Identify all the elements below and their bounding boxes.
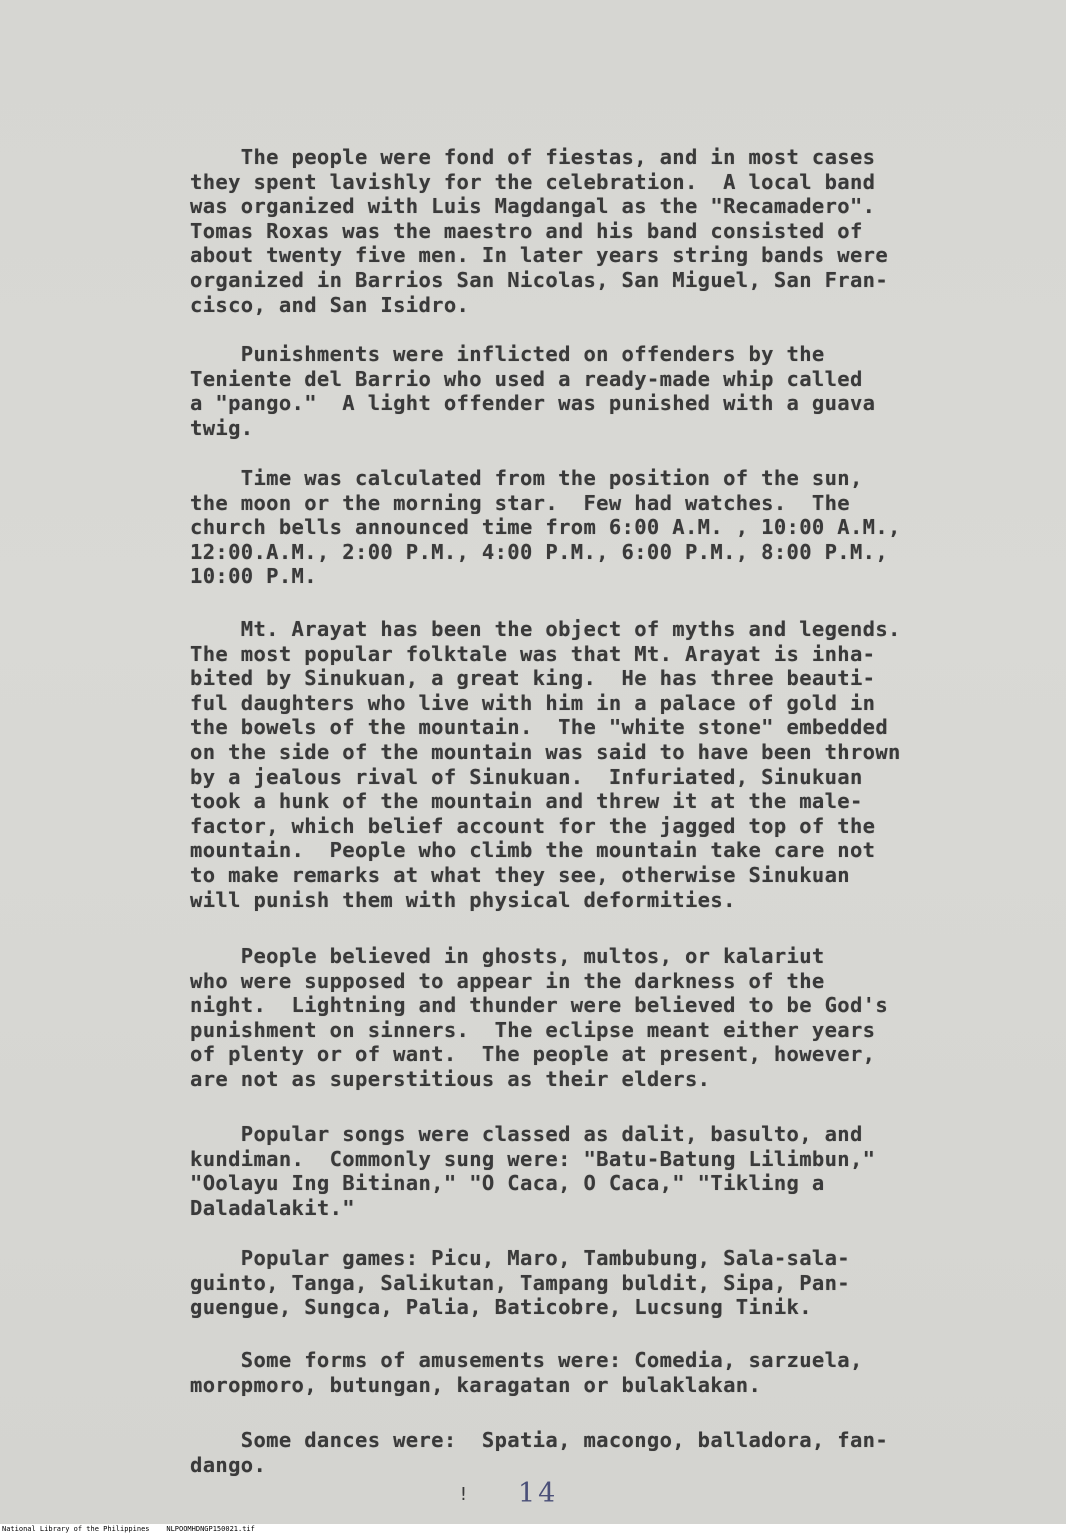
text-line: a "pango." A light offender was punished with a guava [190,391,876,416]
text-line: moropmoro, butungan, karagatan or bulaklakan. [190,1372,762,1397]
text-line: Punishments were inflicted on offenders by the [190,342,825,366]
text-line: night. Lightning and thunder were believed to be God's [190,993,889,1018]
text-line: organized in Barrios San Nicolas, San Miguel, San Fran- [190,267,889,292]
paragraph-beliefs [190,944,888,1092]
paragraph-songs [190,1122,875,1220]
page-mark: ! [458,1484,469,1505]
text-line: Teniente del Barrio who used a ready-made whip called [190,366,863,391]
text-line: Popular games: Picu, Maro, Tambubung, Sala-sala- [190,1246,850,1270]
text-line: will punish them with physical deformities. [190,887,736,912]
text-line: cisco, and San Isidro. [190,292,470,317]
text-line: Mt. Arayat has been the object of myths and legends. [190,617,901,641]
text-line: Tomas Roxas was the maestro and his band consisted of [190,218,863,243]
text-line: Time was calculated from the position of the sun, [190,466,863,490]
text-line: 12:00.A.M., 2:00 P.M., 4:00 P.M., 6:00 P.M., 8:00 P.M., [190,539,889,564]
text-line: who were supposed to appear in the darkness of the [190,968,825,993]
text-line: The people were fond of fiestas, and in most cases [190,145,876,169]
text-line: The most popular folktale was that Mt. Arayat is inha- [190,641,876,666]
text-line: Daladalakit." [190,1195,355,1220]
paragraph-time [190,466,901,589]
text-line: they spent lavishly for the celebration. A local band [190,169,876,194]
page-number: 14 [518,1478,559,1509]
text-line: guinto, Tanga, Salikutan, Tampang buldit, Sipa, Pan- [190,1270,850,1295]
text-line: bited by Sinukuan, a great king. He has three beauti- [190,666,876,691]
text-line: People believed in ghosts, multos, or kalariut [190,944,825,968]
paragraph-arayat [190,617,901,912]
text-line: 10:00 P.M. [190,564,317,589]
text-line: Some forms of amusements were: Comedia, sarzuela, [190,1348,863,1372]
text-line: the bowels of the mountain. The "white stone" embedded [190,715,889,740]
text-line: "Oolayu Ing Bitinan," "O Caca, O Caca," "Tikling a [190,1171,825,1196]
text-line: by a jealous rival of Sinukuan. Infuriated, Sinukuan [190,764,863,789]
text-line: mountain. People who climb the mountain take care not [190,838,876,863]
text-line: was organized with Luis Magdangal as the "Recamadero". [190,194,876,219]
text-line: on the side of the mountain was said to have been thrown [190,739,901,764]
text-line: Popular songs were classed as dalit, basulto, and [190,1122,863,1146]
paragraph-dances [190,1428,888,1477]
text-line: dango. [190,1452,267,1477]
footer-caption: National Library of the Philippines NLPOOMHDNGP150021.tif [2,1525,255,1533]
text-line: to make remarks at what they see, otherwise Sinukuan [190,862,850,887]
paragraph-punishments [190,342,875,440]
text-line: the moon or the morning star. Few had watches. The [190,490,850,515]
text-line: guengue, Sungca, Palia, Baticobre, Lucsung Tinik. [190,1295,812,1320]
text-line: are not as superstitious as their elders. [190,1066,711,1091]
text-line: of plenty or of want. The people at present, however, [190,1042,876,1067]
text-line: about twenty five men. In later years string bands were [190,243,889,268]
text-line: took a hunk of the mountain and threw it at the male- [190,789,863,814]
text-line: twig. [190,415,254,440]
paragraph-fiestas [190,145,888,317]
text-line: church bells announced time from 6:00 A.M. , 10:00 A.M., [190,515,901,540]
text-line: ful daughters who live with him in a palace of gold in [190,690,876,715]
text-line: punishment on sinners. The eclipse meant either years [190,1017,876,1042]
text-line: kundiman. Commonly sung were: "Batu-Batung Lilimbun," [190,1146,876,1171]
paragraph-games [190,1246,850,1320]
paragraph-amusements [190,1348,863,1397]
text-line: Some dances were: Spatia, macongo, balladora, fan- [190,1428,889,1452]
text-line: factor, which belief account for the jagged top of the [190,813,876,838]
